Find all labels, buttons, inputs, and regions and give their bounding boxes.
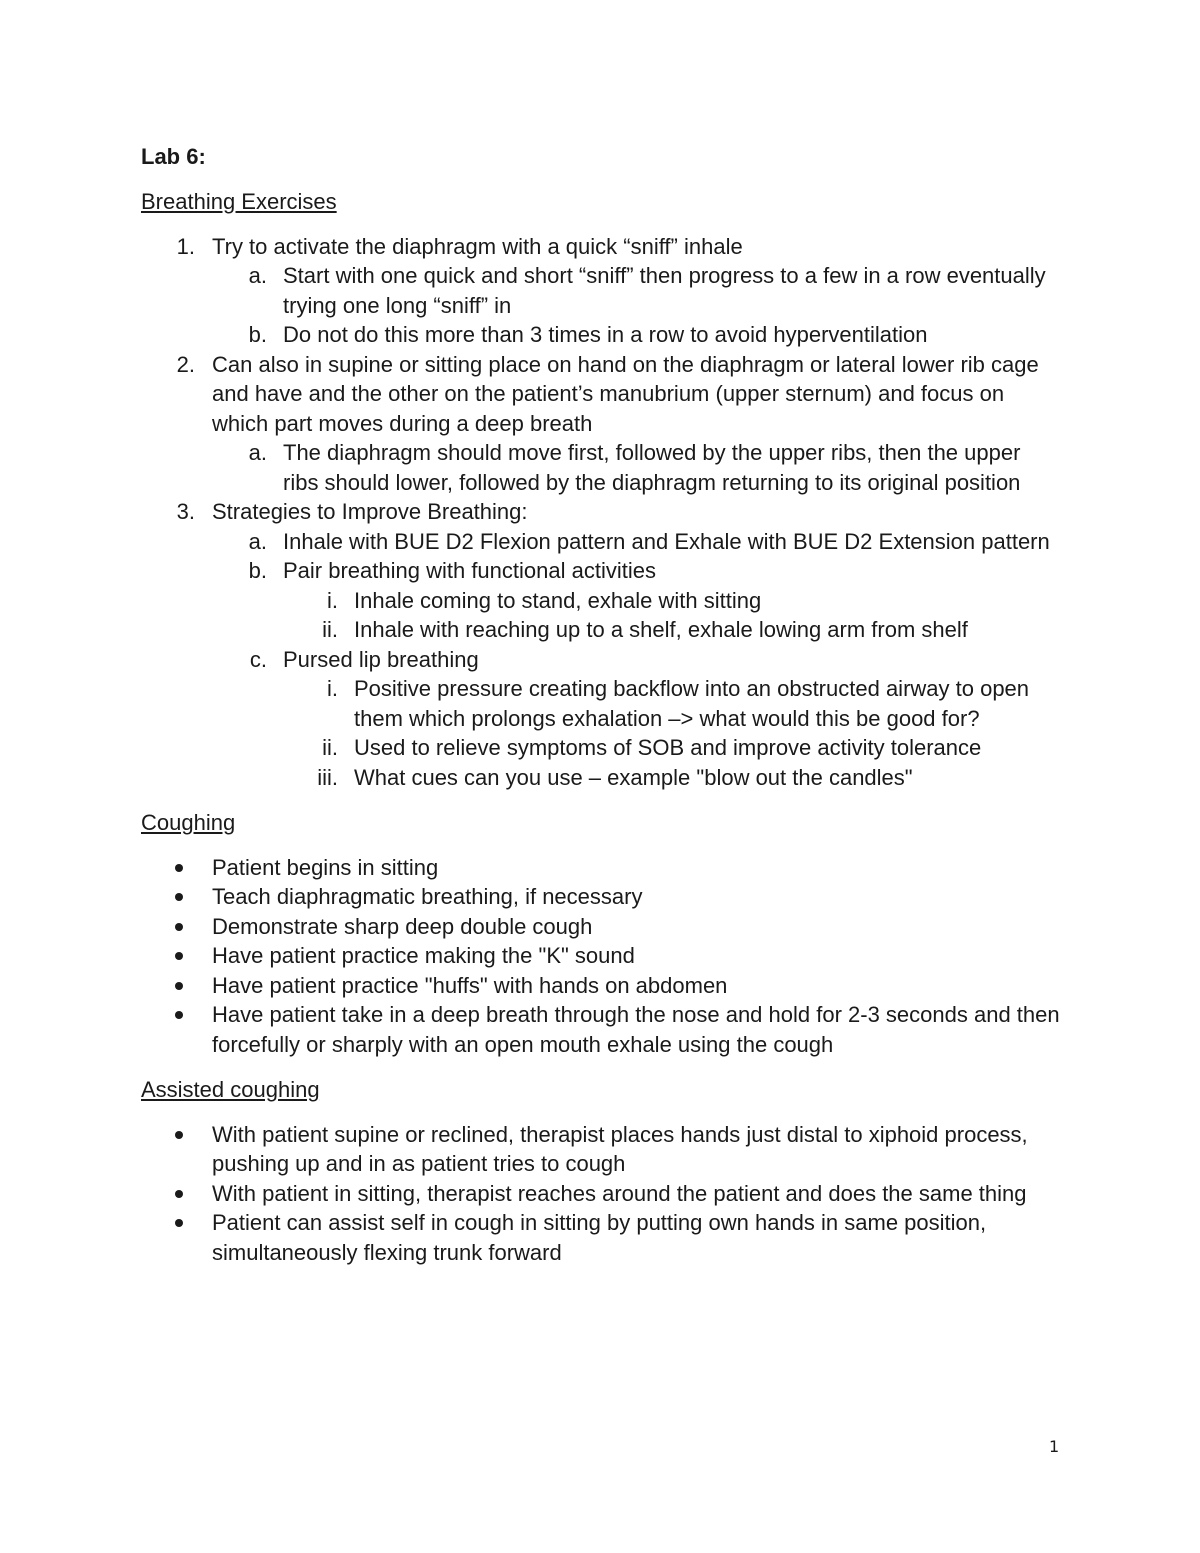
bullet-icon	[175, 952, 183, 960]
list-item-text: Do not do this more than 3 times in a row to avoid hyperventilation	[283, 322, 928, 347]
list-item	[212, 645, 1061, 793]
sub-sub-list	[283, 674, 1061, 792]
bullet-icon	[175, 923, 183, 931]
list-item	[212, 320, 1061, 350]
sub-list	[212, 261, 1061, 350]
list-item	[141, 232, 1061, 350]
list-item-text: Inhale coming to stand, exhale with sitting	[354, 587, 762, 613]
list-marker: i.	[327, 587, 338, 613]
list-item	[141, 882, 1061, 912]
list-item-text: Used to relieve symptoms of SOB and improve activity tolerance	[354, 735, 982, 760]
list-item-text: With patient in sitting, therapist reaches around the patient and does the same thing	[212, 1180, 1027, 1206]
bullet-icon	[175, 864, 183, 872]
list-item-text: Have patient practice "huffs" with hands on abdomen	[212, 972, 728, 998]
list-item-text: Strategies to Improve Breathing:	[212, 499, 528, 524]
list-item-text: Teach diaphragmatic breathing, if necessary	[212, 884, 643, 909]
section-heading-assisted-coughing: Assisted coughing	[141, 1077, 320, 1102]
page-title: Lab 6:	[141, 144, 206, 169]
list-item	[212, 438, 1061, 497]
list-item	[141, 1179, 1061, 1209]
list-marker: b.	[248, 558, 267, 583]
list-item	[141, 1120, 1061, 1179]
list-item	[141, 971, 1061, 1001]
section-heading-breathing: Breathing Exercises	[141, 189, 337, 214]
list-item	[141, 941, 1061, 971]
list-marker: 1.	[176, 233, 195, 259]
list-marker: iii.	[317, 764, 338, 790]
list-item-text: Inhale with reaching up to a shelf, exhale lowing arm from shelf	[354, 617, 968, 642]
bullet-icon	[175, 982, 183, 990]
list-item-text: Have patient take in a deep breath through the nose and hold for 2-3 seconds and then forcefully or sharply with an open mouth exhale using the cough	[212, 1002, 1060, 1057]
list-item	[141, 853, 1061, 883]
bullet-icon	[175, 1131, 183, 1139]
list-item	[141, 497, 1061, 792]
list-marker: 3.	[176, 499, 195, 524]
list-item	[141, 1000, 1061, 1059]
list-item	[141, 1208, 1061, 1267]
list-marker: ii.	[322, 617, 338, 642]
list-item-text: Pair breathing with functional activities	[283, 558, 656, 583]
list-item-text: Have patient practice making the "K" sound	[212, 943, 635, 968]
list-item-text: Demonstrate sharp deep double cough	[212, 913, 593, 939]
list-item-text: The diaphragm should move first, followed by the upper ribs, then the upper ribs should lower, followed by the diaphragm returning to its original position	[283, 440, 1021, 495]
list-marker: b.	[248, 322, 267, 347]
list-item	[212, 527, 1061, 557]
list-item-text: Patient can assist self in cough in sitting by putting own hands in same position, simultaneously flexing trunk forward	[212, 1210, 987, 1265]
section-heading-coughing: Coughing	[141, 810, 236, 835]
list-marker: a.	[248, 528, 267, 554]
list-item-text: Can also in supine or sitting place on hand on the diaphragm or lateral lower rib cage and have and the other on the patient’s manubrium (upper sternum) and focus on which part moves during a deep breath	[212, 351, 1039, 436]
assisted-coughing-list	[141, 1120, 1061, 1268]
bullet-icon	[175, 893, 183, 901]
sub-list	[212, 438, 1061, 497]
list-item-text: With patient supine or reclined, therapist places hands just distal to xiphoid process, pushing up and in as patient tries to cough	[212, 1121, 1028, 1176]
list-item	[283, 586, 1061, 616]
sub-sub-list	[283, 586, 1061, 645]
list-item	[283, 733, 1061, 763]
list-item	[283, 763, 1061, 793]
list-item-text: Positive pressure creating backflow into an obstructed airway to open them which prolongs exhalation –> what would this be good for?	[354, 676, 1030, 731]
coughing-list	[141, 853, 1061, 1060]
list-item	[141, 350, 1061, 498]
list-item-text: Pursed lip breathing	[283, 646, 479, 672]
sub-list	[212, 527, 1061, 793]
list-item-text: Try to activate the diaphragm with a quick “sniff” inhale	[212, 233, 743, 259]
list-item	[141, 912, 1061, 942]
list-marker: i.	[327, 676, 338, 701]
bullet-icon	[175, 1190, 183, 1198]
bullet-icon	[175, 1011, 183, 1019]
list-item-text: Patient begins in sitting	[212, 854, 439, 880]
list-marker: ii.	[322, 735, 338, 760]
page-number: 1	[1049, 1437, 1060, 1456]
list-item	[212, 556, 1061, 645]
list-item-text: What cues can you use – example "blow out the candles"	[354, 764, 913, 790]
document-body	[141, 187, 1061, 1283]
list-item	[212, 261, 1061, 320]
list-marker: 2.	[176, 351, 195, 377]
list-item-text: Start with one quick and short “sniff” then progress to a few in a row eventually trying one long “sniff” in	[283, 263, 1046, 318]
list-marker: c.	[249, 646, 267, 672]
list-marker: a.	[248, 263, 267, 288]
list-item	[283, 615, 1061, 645]
list-item	[283, 674, 1061, 733]
breathing-list	[141, 232, 1061, 793]
list-marker: a.	[248, 440, 267, 465]
bullet-icon	[175, 1219, 183, 1227]
list-item-text: Inhale with BUE D2 Flexion pattern and Exhale with BUE D2 Extension pattern	[283, 528, 1050, 554]
